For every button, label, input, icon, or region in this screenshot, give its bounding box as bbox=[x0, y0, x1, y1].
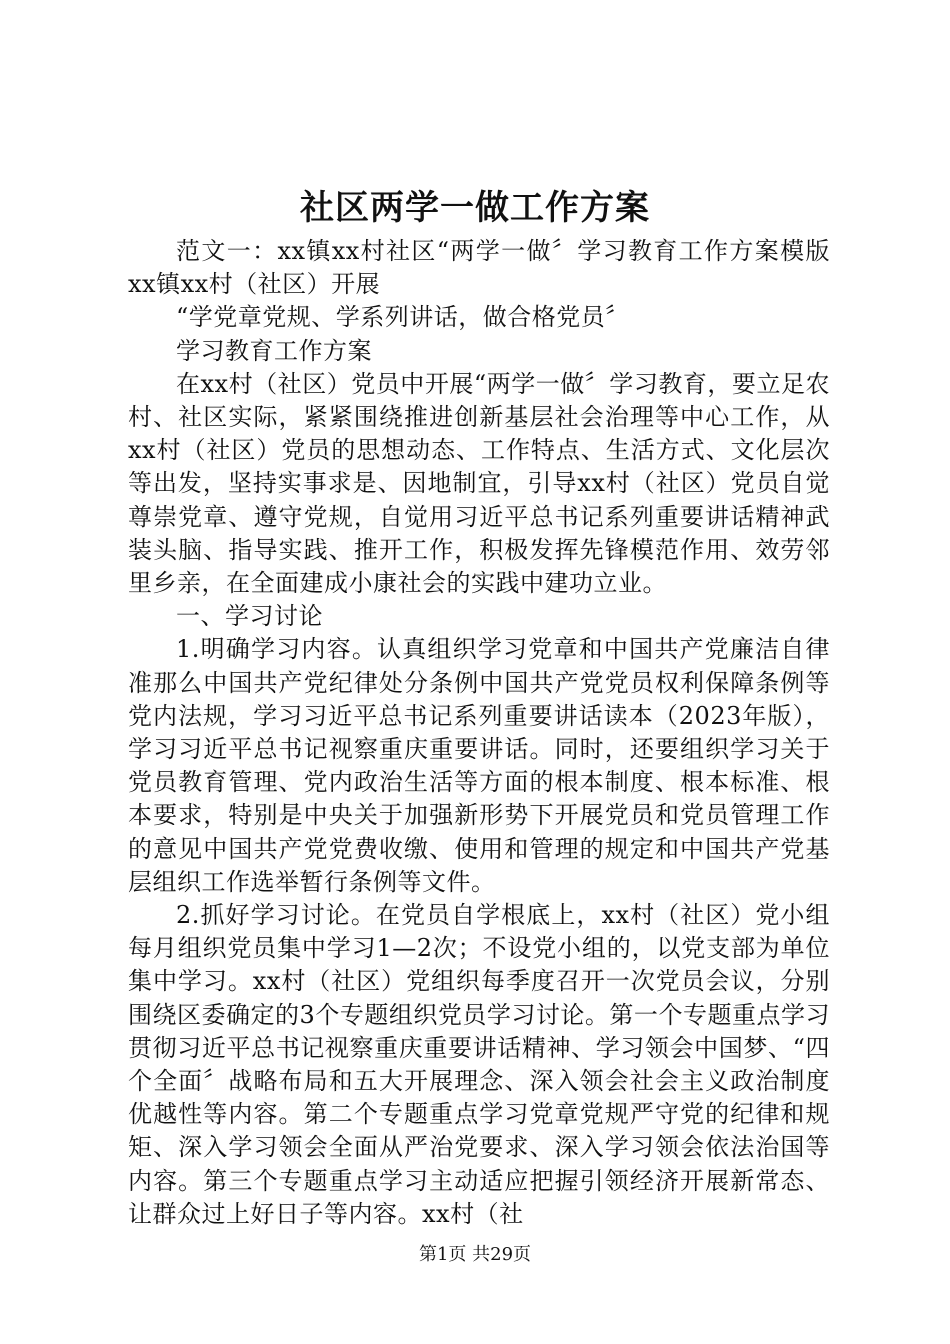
document-body bbox=[128, 235, 830, 1231]
section-heading: 一、学习讨论 bbox=[176, 602, 323, 631]
paragraph-slogan: “学党章党规、学系列讲话，做合格党员〞 bbox=[176, 303, 630, 332]
page-number-footer: 第1页 共29页 bbox=[418, 1244, 532, 1265]
paragraph-subtitle: 学习教育工作方案 bbox=[176, 336, 372, 365]
paragraph-overview: 在xx村（社区）党员中开展“两学一做〞学习教育，要立足农村、社区实际，紧紧围绕推进创新基层社会治理等中心工作，从xx村（社区）党员的思想动态、工作特点、生活方式、文化层次等出发，坚持实事求是、因地制宜，引导xx村（社区）党员自觉尊崇党章、遵守党规，自觉用习近平总书记系列重要讲话精神武装头脑、指导实践、推开工作，积极发挥先锋模范作用、效劳邻里乡亲，在全面建成小康社会的实践中建功立业。 bbox=[128, 369, 830, 598]
paragraph-intro: 范文一：xx镇xx村社区“两学一做〞学习教育工作方案模版xx镇xx村（社区）开展 bbox=[128, 237, 830, 299]
paragraph-item-1: 1.明确学习内容。认真组织学习党章和中国共产党廉洁自律准那么中国共产党纪律处分条例中国共产党党员权利保障条例等党内法规，学习习近平总书记系列重要讲话读本（2023年版），学习习近平总书记视察重庆重要讲话。同时，还要组织学习关于党员教育管理、党内政治生活等方面的根本制度、根本标准、根本要求，特别是中央关于加强新形势下开展党员和党员管理工作的意见中国共产党党费收缴、使用和管理的规定和中国共产党基层组织工作选举暂行条例等文件。 bbox=[128, 635, 830, 896]
paragraph-item-2: 2.抓好学习讨论。在党员自学根底上，xx村（社区）党小组每月组织党员集中学习1—2次；不设党小组的，以党支部为单位集中学习。xx村（社区）党组织每季度召开一次党员会议，分别围绕区委确定的3个专题组织党员学习讨论。第一个专题重点学习贯彻习近平总书记视察重庆重要讲话精神、学习领会中国梦、“四个全面〞战略布局和五大开展理念、深入领会社会主义政治制度优越性等内容。第二个专题重点学习党章党规严守党的纪律和规矩、深入学习领会全面从严治党要求、深入学习领会依法治国等内容。第三个专题重点学习主动适应把握引领经济开展新常态、让群众过上好日子等内容。xx村（社 bbox=[128, 901, 830, 1228]
document-title: 社区两学一做工作方案 bbox=[300, 188, 650, 228]
